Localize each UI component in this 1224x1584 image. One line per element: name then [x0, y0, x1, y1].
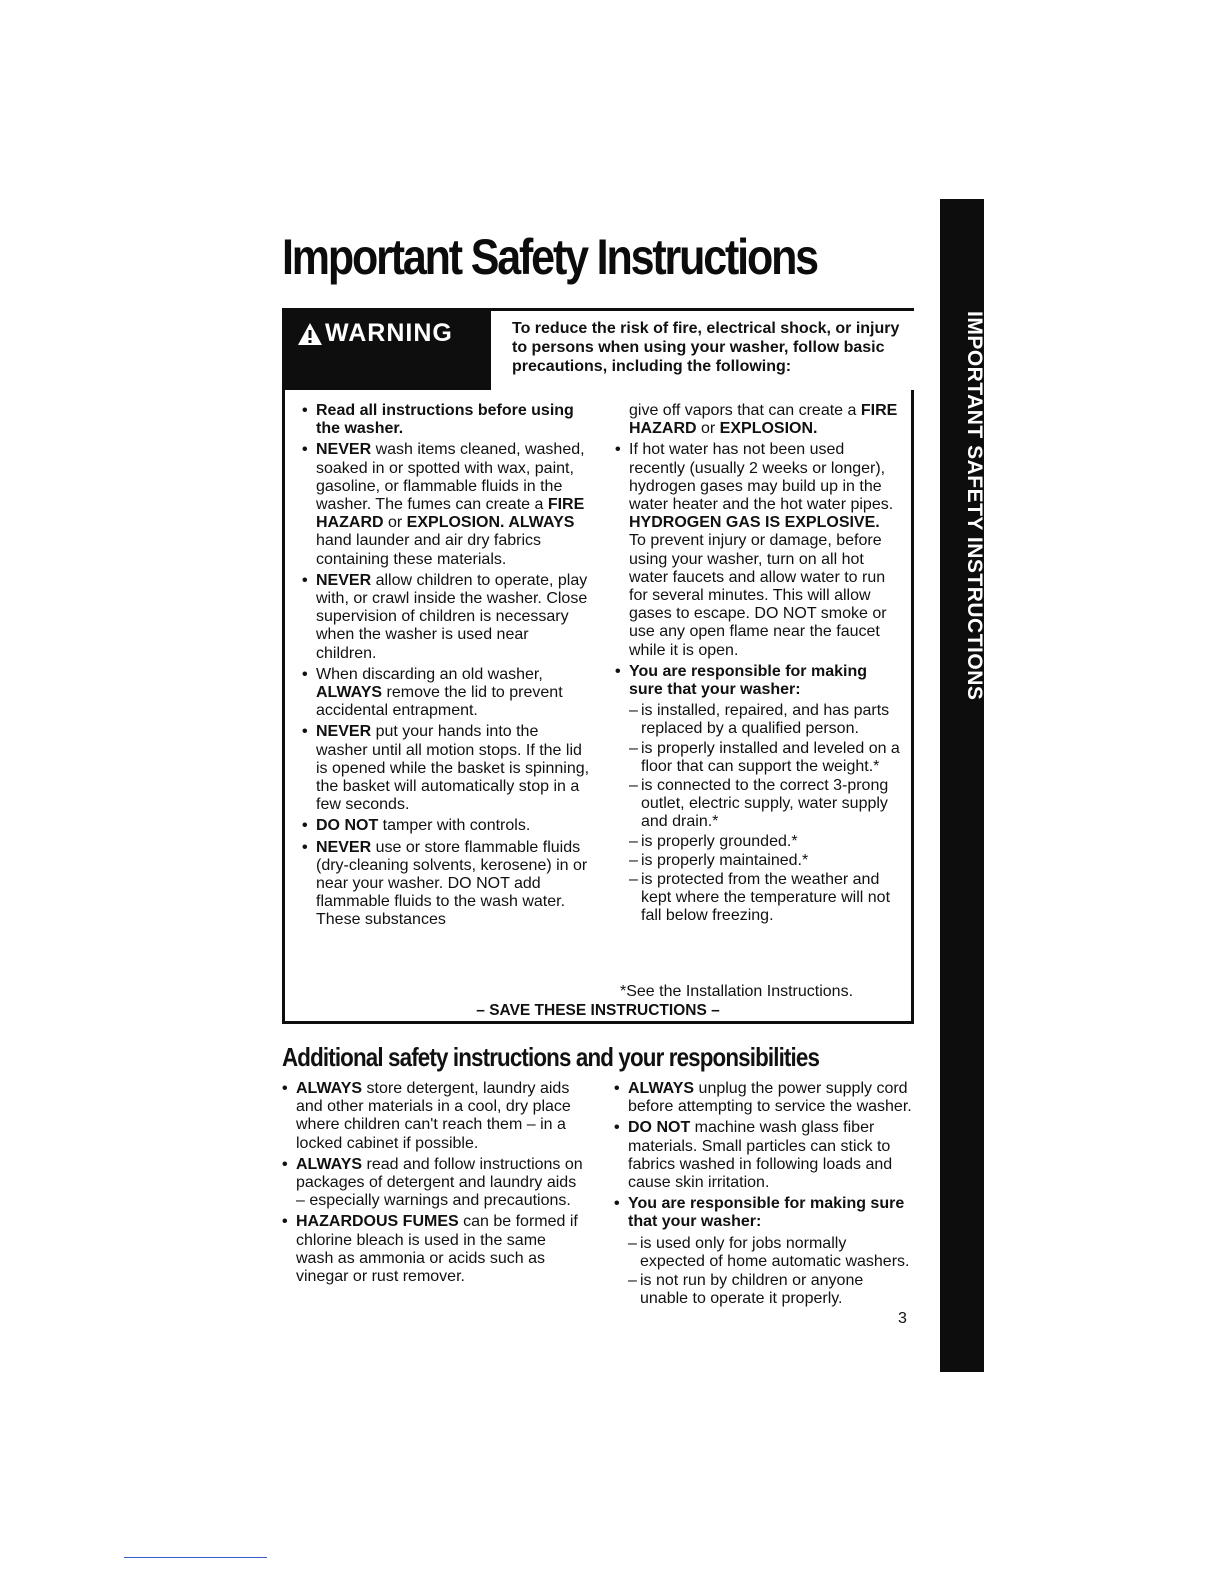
warning-triangle-icon — [297, 322, 323, 346]
footer-rule — [124, 1557, 267, 1558]
list-item-continued: give off vapors that can create a FIRE HAZARD or EXPLOSION. — [629, 402, 898, 438]
list-item: • NEVER allow children to operate, play with, or crawl inside the washer. Close supervision of children is necessary when the washer is used near children. — [302, 572, 592, 663]
dash-item: – is not run by children or anyone unable to operate it properly. — [614, 1272, 914, 1308]
warning-column-left — [302, 402, 592, 933]
list-item: • NEVER use or store flammable fluids (dry-cleaning solvents, kerosene) in or near your washer. DO NOT add flammable fluids to the wash water. These substances — [302, 839, 592, 930]
dash-item: – is connected to the correct 3-prong outlet, electric supply, water supply and drain.* — [615, 777, 900, 832]
list-item: • NEVER put your hands into the washer until all motion stops. If the lid is opened while the basket is spinning, the basket will automatically stop in a few seconds. — [302, 723, 592, 814]
warning-lede: To reduce the risk of fire, electrical shock, or injury to persons when using your washer, follow basic precautions, including the following: — [491, 311, 916, 390]
dash-item: – is properly maintained.* — [615, 852, 900, 870]
section-title: Additional safety instructions and your responsibilities — [282, 1042, 820, 1072]
list-item: • ALWAYS unplug the power supply cord before attempting to service the washer. — [614, 1080, 914, 1116]
list-item: • DO NOT machine wash glass fiber materials. Small particles can stick to fabrics washed in following loads and cause skin irritation. — [614, 1119, 914, 1192]
list-item: • NEVER wash items cleaned, washed, soaked in or spotted with wax, paint, gasoline, or flammable fluids in the washer. The fumes can create a FIRE HAZARD or EXPLOSION. ALWAYS hand launder and air dry fabrics containing these materials. — [302, 441, 592, 568]
list-item: • If hot water has not been used recently (usually 2 weeks or longer), hydrogen gases may build up in the water heater and the hot water pipes. HYDROGEN GAS IS EXPLOSIVE. To prevent injury or damage, before using your washer, turn on all hot water faucets and allow water to run for several minutes. This will allow gases to escape. DO NOT smoke or use any open flame near the faucet while it is open. — [615, 441, 900, 659]
additional-column-right — [614, 1080, 914, 1309]
save-instructions-banner: – SAVE THESE INSTRUCTIONS – — [476, 1002, 720, 1019]
section-side-tab — [940, 199, 984, 1372]
dash-item: – is properly installed and leveled on a floor that can support the weight.* — [615, 740, 900, 776]
dash-item: – is properly grounded.* — [615, 833, 900, 851]
page-title: Important Safety Instructions — [282, 229, 817, 285]
list-item: • ALWAYS read and follow instructions on packages of detergent and laundry aids – especially warnings and precautions. — [282, 1156, 587, 1211]
installation-footnote: *See the Installation Instructions. — [620, 983, 854, 1000]
list-item: • HAZARDOUS FUMES can be formed if chlorine bleach is used in the same wash as ammonia or acids such as vinegar or rust remover. — [282, 1213, 587, 1286]
list-item: • Read all instructions before using the washer. — [302, 402, 592, 438]
page-number: 3 — [898, 1310, 907, 1327]
side-tab-label: IMPORTANT SAFETY INSTRUCTIONS — [963, 311, 986, 701]
warning-column-right — [615, 402, 900, 927]
dash-item: – is protected from the weather and kept where the temperature will not fall below freezing. — [615, 871, 900, 926]
list-item: • DO NOT tamper with controls. — [302, 817, 592, 835]
list-item: • ALWAYS store detergent, laundry aids and other materials in a cool, dry place where children can't reach them – in a locked cabinet if possible. — [282, 1080, 587, 1153]
dash-item: – is used only for jobs normally expected of home automatic washers. — [614, 1235, 914, 1271]
additional-column-left — [282, 1080, 587, 1289]
list-item: • When discarding an old washer, ALWAYS remove the lid to prevent accidental entrapment. — [302, 666, 592, 721]
list-item: • You are responsible for making sure that your washer: — [615, 663, 900, 699]
dash-item: – is installed, repaired, and has parts replaced by a qualified person. — [615, 702, 900, 738]
warning-label: WARNING — [297, 319, 453, 348]
list-item: • You are responsible for making sure that your washer: — [614, 1195, 914, 1231]
